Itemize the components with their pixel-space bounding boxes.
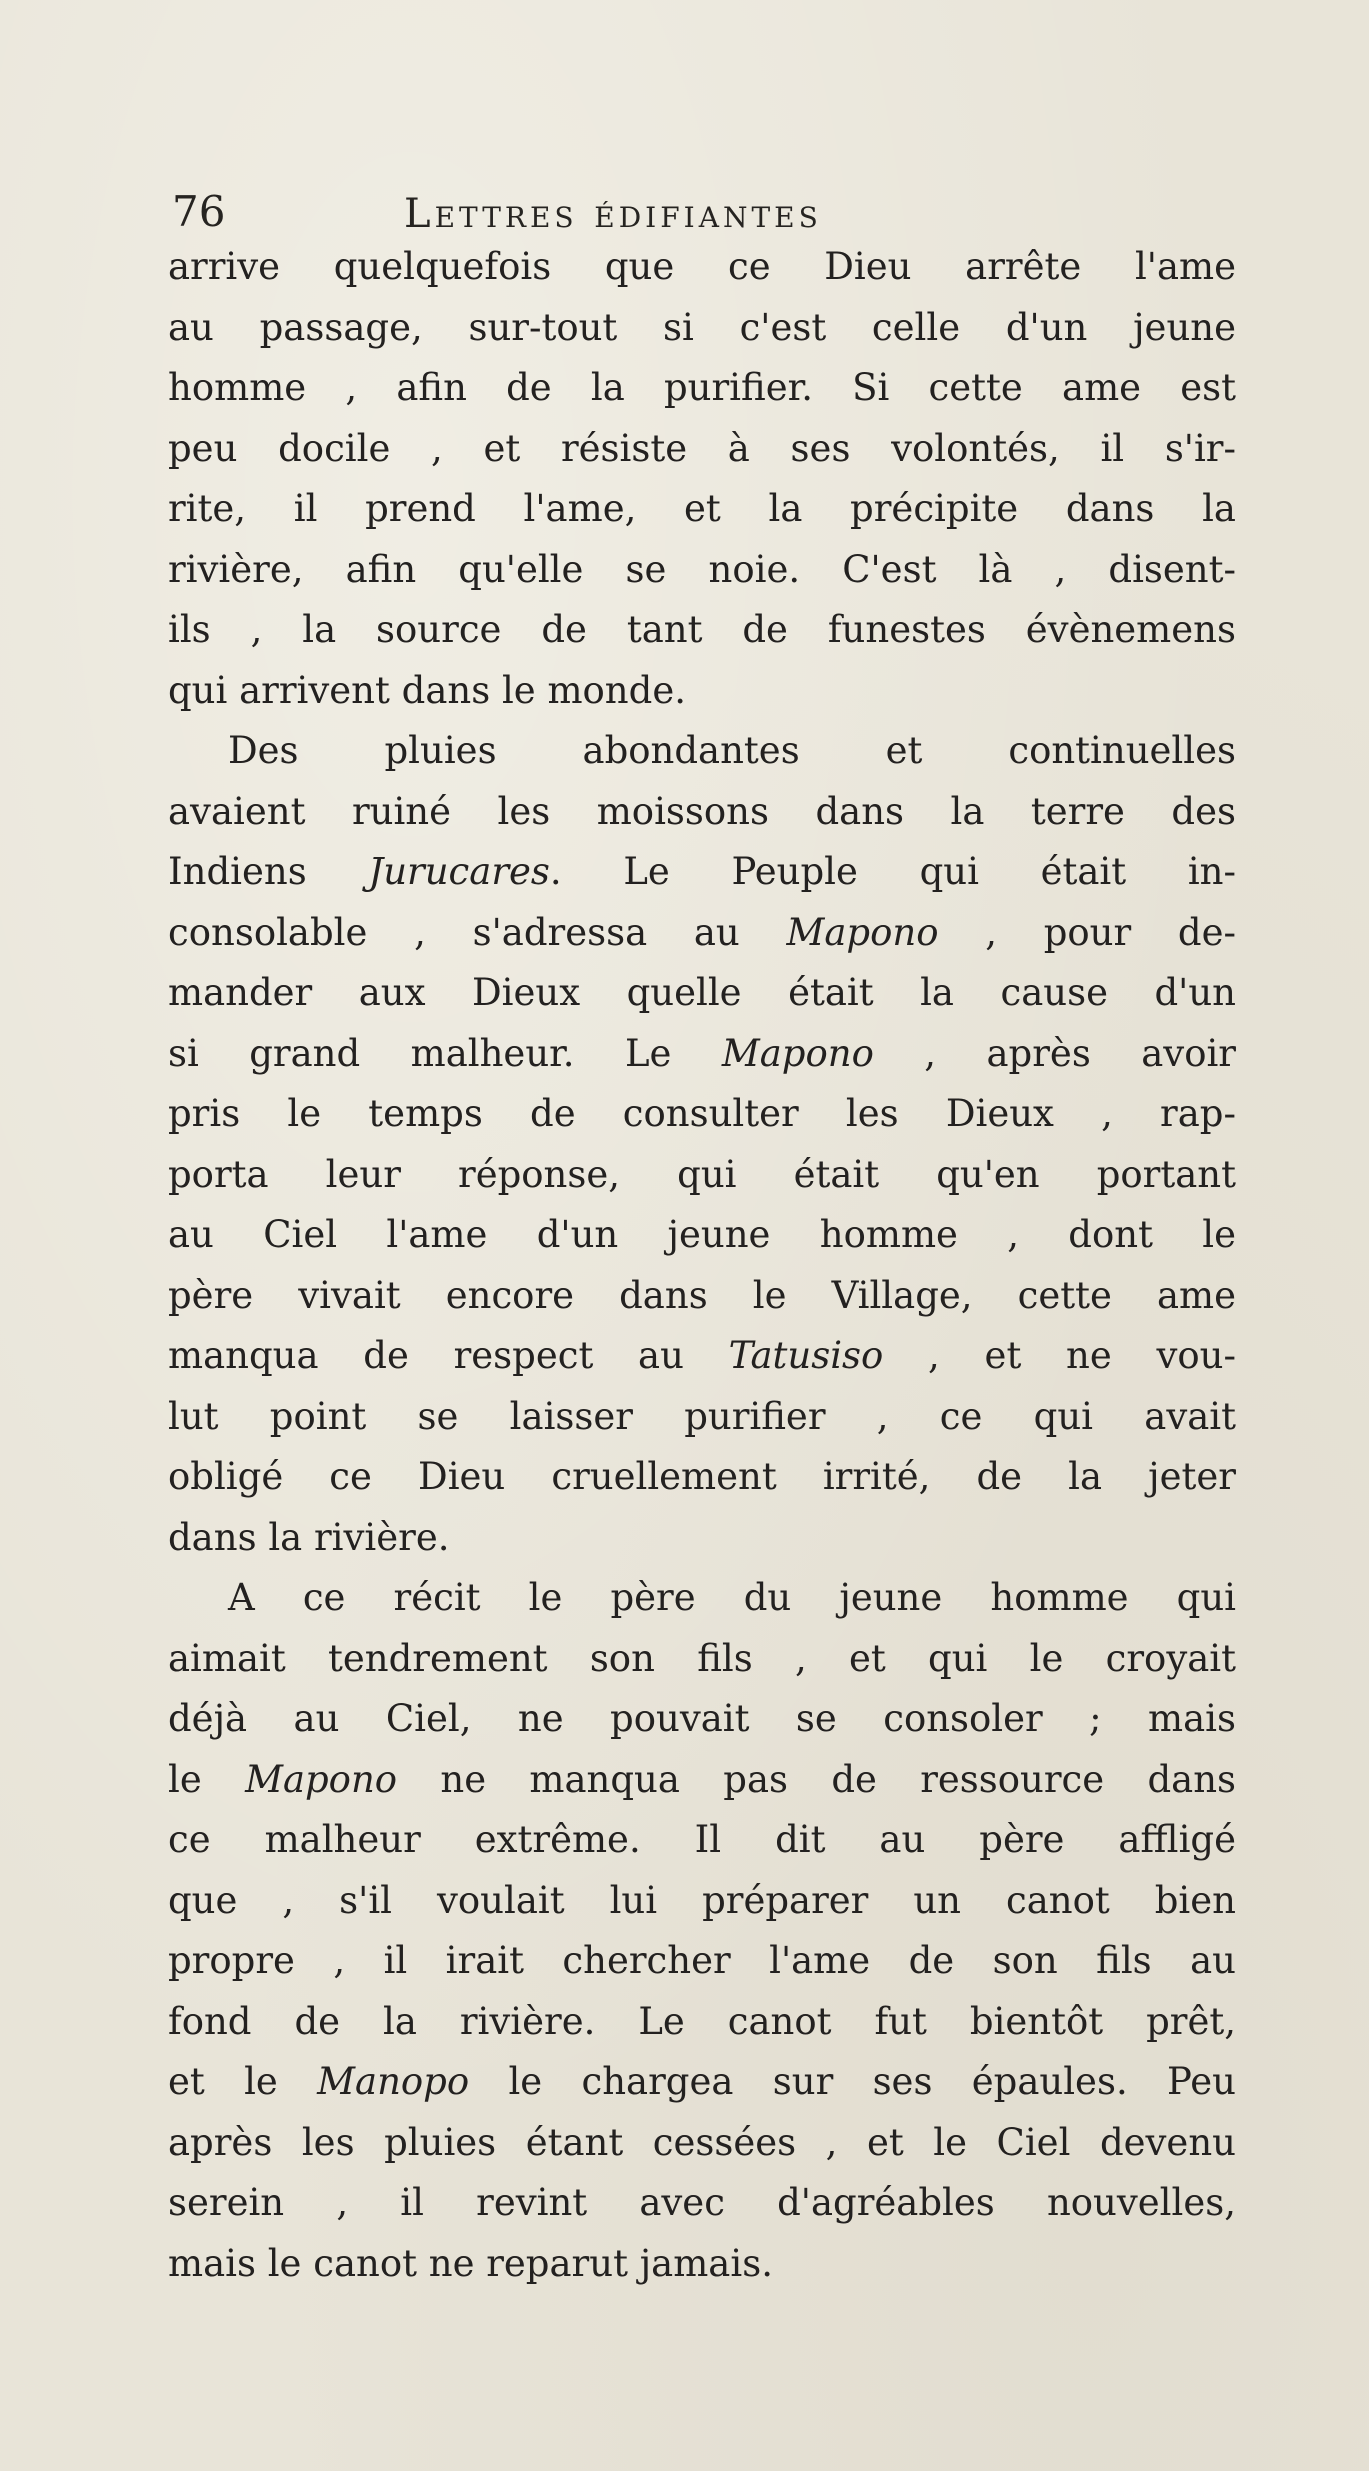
text-segment: déjà au Ciel, ne pouvait se consoler ; mais	[168, 1697, 1236, 1740]
text-line	[168, 1024, 1236, 1085]
text-line	[168, 1750, 1236, 1811]
text-segment: , après avoir	[873, 1031, 1236, 1075]
text-line	[168, 1447, 1236, 1508]
text-segment: consolable , s'adressa au	[168, 910, 787, 954]
text-segment: , et ne vou-	[883, 1334, 1236, 1377]
text-line	[168, 1084, 1236, 1145]
text-line	[168, 903, 1236, 964]
text-segment: rite, il prend l'ame, et la précipite dans la	[168, 487, 1236, 530]
text-line	[168, 1810, 1236, 1871]
text-line	[168, 1629, 1236, 1690]
body-text	[168, 237, 1236, 2294]
text-segment: que , s'il voulait lui préparer un canot bien	[168, 1878, 1236, 1922]
text-line	[168, 1568, 1236, 1629]
text-line	[168, 237, 1236, 298]
text-line	[168, 419, 1236, 480]
text-line	[168, 298, 1236, 359]
text-segment: ils , la source de tant de funestes évènemens	[168, 608, 1236, 651]
text-segment: après les pluies étant cessées , et le Ciel devenu	[168, 2120, 1236, 2164]
text-segment: manqua de respect au	[168, 1334, 729, 1377]
text-line	[168, 1992, 1236, 2053]
text-segment: fond de la rivière. Le canot fut bientôt prêt,	[168, 1999, 1236, 2043]
text-line	[168, 1145, 1236, 1206]
text-line	[168, 540, 1236, 601]
text-segment: dans la rivière.	[168, 1515, 450, 1559]
italic-name: Manopo	[317, 2060, 470, 2103]
text-line	[168, 600, 1236, 661]
text-line	[168, 2234, 1236, 2295]
text-segment: Des pluies abondantes et continuelles	[228, 729, 1236, 772]
text-line	[168, 2173, 1236, 2234]
text-line	[168, 358, 1236, 419]
text-segment: si grand malheur. Le	[168, 1031, 722, 1075]
text-segment: porta leur réponse, qui était qu'en portant	[168, 1152, 1236, 1196]
text-segment: qui arrivent dans le monde.	[168, 668, 686, 712]
italic-name: Mapono	[786, 910, 939, 954]
text-segment: et le	[168, 2060, 318, 2103]
italic-name: Tatusiso	[728, 1334, 884, 1377]
text-segment: père vivait encore dans le Village, cette ame	[168, 1273, 1236, 1317]
text-line	[168, 1689, 1236, 1750]
text-segment: ce malheur extrême. Il dit au père affligé	[168, 1818, 1236, 1861]
text-segment: avaient ruiné les moissons dans la terre des	[168, 789, 1236, 833]
text-segment: le	[168, 1757, 246, 1801]
text-segment: le chargea sur ses épaules. Peu	[469, 2060, 1236, 2103]
running-title: Lettres édifiantes	[404, 191, 822, 237]
text-line	[168, 2052, 1236, 2113]
text-segment: homme , afin de la purifier. Si cette ame est	[168, 366, 1236, 409]
text-segment: arrive quelquefois que ce Dieu arrête l'ame	[168, 245, 1236, 288]
text-line	[168, 1931, 1236, 1992]
text-line	[168, 661, 1236, 722]
text-segment: ne manqua pas de ressource dans	[397, 1757, 1236, 1801]
text-segment: serein , il revint avec d'agréables nouvelles,	[168, 2181, 1236, 2224]
text-line	[168, 782, 1236, 843]
text-line	[168, 1266, 1236, 1327]
text-segment: propre , il irait chercher l'ame de son fils au	[168, 1939, 1236, 1982]
text-segment: A ce récit le père du jeune homme qui	[228, 1576, 1236, 1619]
text-segment: pris le temps de consulter les Dieux , rap-	[168, 1092, 1236, 1135]
text-line	[168, 1508, 1236, 1569]
text-segment: lut point se laisser purifier , ce qui avait	[168, 1394, 1236, 1438]
text-segment: rivière, afin qu'elle se noie. C'est là , disent-	[168, 547, 1236, 591]
text-segment: peu docile , et résiste à ses volontés, il s'ir-	[168, 426, 1236, 470]
text-line	[168, 1871, 1236, 1932]
text-line	[168, 1326, 1236, 1387]
text-segment: , pour de-	[938, 910, 1236, 954]
text-segment: obligé ce Dieu cruellement irrité, de la jeter	[168, 1455, 1236, 1498]
page-number: 76	[172, 187, 226, 236]
text-line	[168, 1387, 1236, 1448]
text-line	[168, 1205, 1236, 1266]
text-segment: au Ciel l'ame d'un jeune homme , dont le	[168, 1213, 1236, 1256]
text-line	[168, 963, 1236, 1024]
text-line	[168, 842, 1236, 903]
text-segment: aimait tendrement son fils , et qui le croyait	[168, 1636, 1236, 1680]
text-segment: au passage, sur-tout si c'est celle d'un jeune	[168, 305, 1236, 349]
italic-name: Jurucares	[368, 850, 550, 893]
text-segment: . Le Peuple qui était in-	[549, 850, 1236, 893]
text-segment: Indiens	[168, 850, 369, 893]
text-segment: mander aux Dieux quelle était la cause d'un	[168, 971, 1236, 1014]
italic-name: Mapono	[245, 1757, 398, 1801]
page-header	[172, 186, 1232, 242]
text-line	[168, 2113, 1236, 2174]
text-line	[168, 721, 1236, 782]
text-line	[168, 479, 1236, 540]
text-segment: mais le canot ne reparut jamais.	[168, 2241, 773, 2285]
italic-name: Mapono	[721, 1031, 874, 1075]
